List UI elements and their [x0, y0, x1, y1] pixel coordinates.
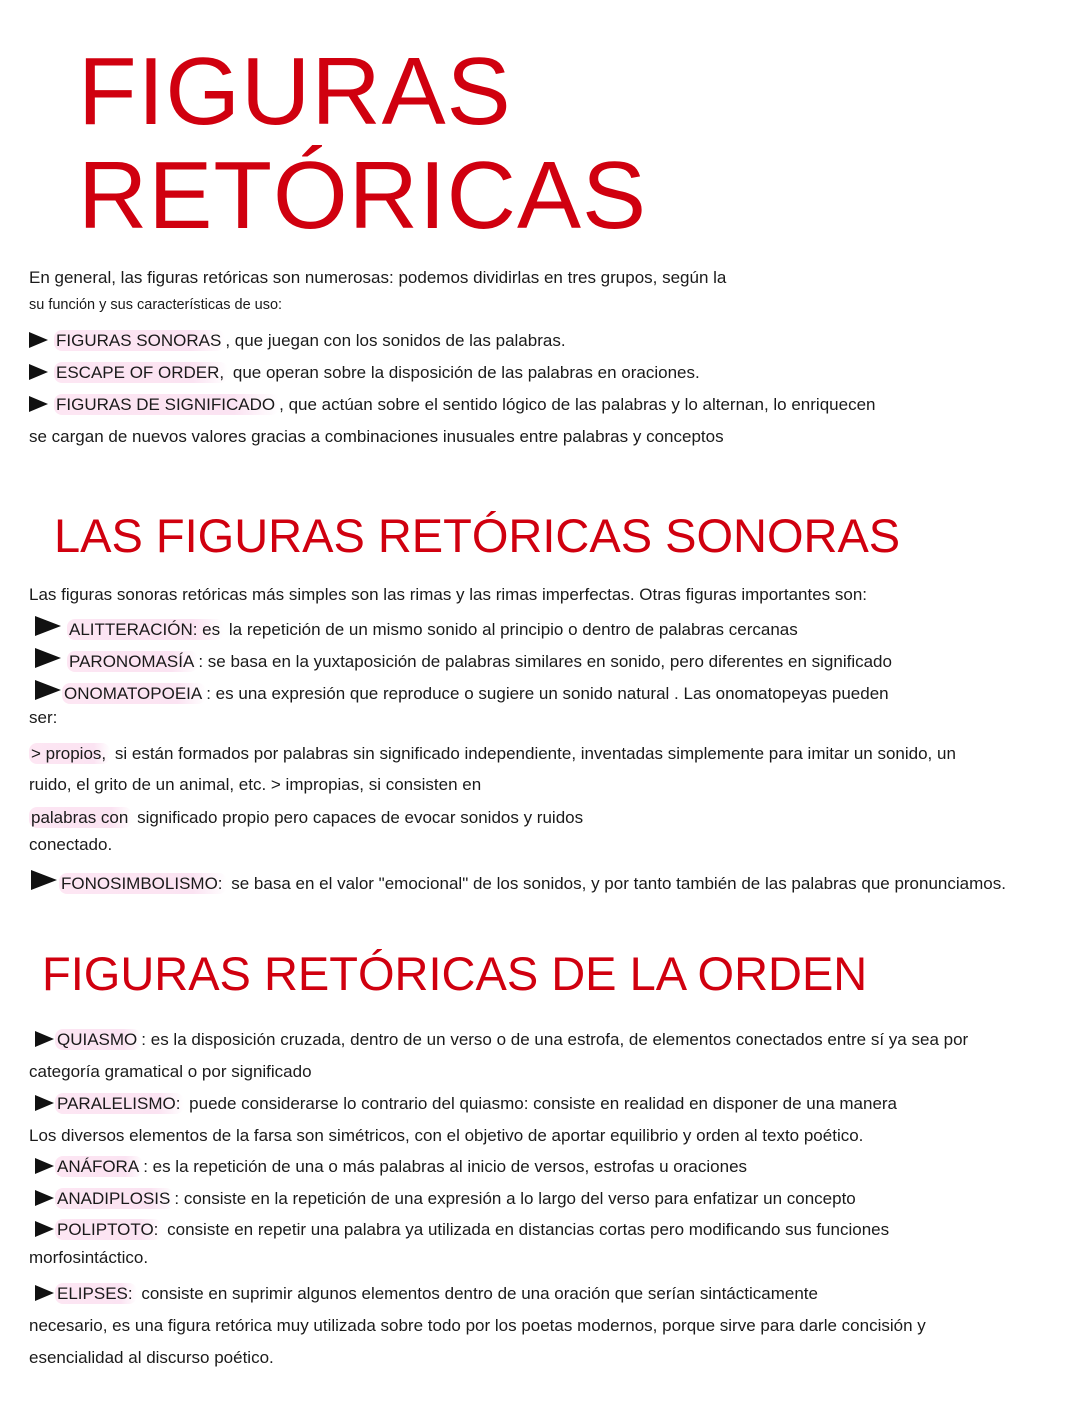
arrow-bullet-icon [35, 1285, 54, 1301]
arrow-bullet-icon [29, 396, 48, 412]
item-text: se basa en el valor "emocional" de los sonidos, y por tanto también de las palabras que pronunciamos. [226, 874, 1006, 893]
text-line: Los diversos elementos de la farsa son simétricos, con el objetivo de aportar equilibrio y orden al texto poético. [29, 1126, 864, 1145]
title-line-1: FIGURAS [78, 38, 512, 145]
highlighted-term: ELIPSES: [55, 1283, 137, 1304]
arrow-bullet-icon [29, 332, 48, 348]
text-line: morfosintáctico. [29, 1248, 149, 1267]
highlighted-term: ANADIPLOSIS [55, 1188, 174, 1209]
intro-item [29, 394, 875, 416]
highlighted-term: > propios, [29, 743, 110, 764]
sonoras-intro: Las figuras sonoras retóricas más simples son las rimas y las rimas imperfectas. Otras figuras importantes son: [29, 585, 868, 604]
text-line: esencialidad al discurso poético. [29, 1348, 274, 1367]
item-text: consiste en repetir una palabra ya utilizada en distancias cortas pero modificando sus funciones [162, 1220, 890, 1239]
orden-item [35, 1188, 856, 1210]
title-line-2: RETÓRICAS [78, 142, 648, 249]
item-text: : es la repetición de una o más palabras al inicio de versos, estrofas u oraciones [143, 1157, 748, 1176]
highlighted-term: ALITTERACIÓN: es [67, 619, 224, 640]
item-text: , que juegan con los sonidos de las palabras. [225, 331, 566, 350]
arrow-bullet-icon [31, 870, 57, 890]
sonoras-item [31, 870, 1006, 895]
item-text: que operan sobre la disposición de las palabras en oraciones. [228, 363, 700, 382]
sonoras-item [35, 616, 798, 641]
arrow-bullet-icon [35, 1031, 54, 1047]
text-line: ser: [29, 708, 58, 727]
orden-item [35, 1283, 818, 1305]
arrow-bullet-icon [35, 648, 61, 668]
intro-line: se cargan de nuevos valores gracias a combinaciones inusuales entre palabras y conceptos [29, 427, 724, 446]
highlighted-term: ESCAPE OF ORDER, [54, 362, 228, 383]
orden-item [35, 1093, 897, 1115]
arrow-bullet-icon [35, 616, 61, 636]
arrow-bullet-icon [35, 1190, 54, 1206]
highlighted-term: FIGURAS SONORAS [54, 330, 225, 351]
orden-item [35, 1219, 889, 1241]
text-line: necesario, es una figura retórica muy utilizada sobre todo por los poetas modernos, porque sirve para darle concisión y [29, 1316, 926, 1335]
arrow-bullet-icon [35, 1158, 54, 1174]
intro-line: su función y sus características de uso: [29, 297, 283, 313]
arrow-bullet-icon [29, 364, 48, 380]
section-heading-orden: FIGURAS RETÓRICAS DE LA ORDEN [42, 947, 868, 1000]
highlighted-term: ONOMATOPOEIA [62, 683, 206, 704]
intro-item [29, 330, 566, 352]
text-line: categoría gramatical o por significado [29, 1062, 312, 1081]
highlighted-term: POLIPTOTO: [55, 1219, 162, 1240]
text-line: conectado. [29, 835, 113, 854]
item-text: significado propio pero capaces de evocar sonidos y ruidos [132, 808, 584, 827]
highlighted-term: ANÁFORA [55, 1156, 143, 1177]
highlighted-term: PARONOMASÍA [67, 651, 198, 672]
text-line [29, 807, 583, 829]
sonoras-item [35, 680, 889, 705]
intro-line: En general, las figuras retóricas son numerosas: podemos dividirlas en tres grupos, según la [29, 268, 727, 287]
text-line: ruido, el grito de un animal, etc. > impropias, si consisten en [29, 775, 482, 794]
item-text: : consiste en la repetición de una expresión a lo largo del verso para enfatizar un concepto [174, 1189, 856, 1208]
highlighted-term: FIGURAS DE SIGNIFICADO [54, 394, 279, 415]
highlighted-term: QUIASMO [55, 1029, 141, 1050]
arrow-bullet-icon [35, 680, 61, 700]
arrow-bullet-icon [35, 1095, 54, 1111]
item-text: , que actúan sobre el sentido lógico de las palabras y lo alternan, lo enriquecen [279, 395, 876, 414]
orden-item [35, 1156, 747, 1178]
arrow-bullet-icon [35, 1221, 54, 1237]
item-text: consiste en suprimir algunos elementos dentro de una oración que serían sintácticamente [136, 1284, 818, 1303]
highlighted-term: FONOSIMBOLISMO: [59, 873, 227, 894]
item-text: la repetición de un mismo sonido al principio o dentro de palabras cercanas [224, 620, 798, 639]
item-text: puede considerarse lo contrario del quiasmo: consiste en realidad en disponer de una manera [184, 1094, 898, 1113]
text-line [29, 743, 956, 765]
section-heading-sonoras: LAS FIGURAS RETÓRICAS SONORAS [54, 509, 901, 562]
item-text: : es la disposición cruzada, dentro de un verso o de una estrofa, de elementos conectados entre sí ya sea por [141, 1030, 969, 1049]
item-text: : se basa en la yuxtaposición de palabras similares en sonido, pero diferentes en significado [198, 652, 892, 671]
highlighted-term: palabras con [29, 807, 132, 828]
orden-item [35, 1029, 968, 1051]
sonoras-item [35, 648, 892, 673]
intro-item [29, 362, 700, 384]
item-text: : es una expresión que reproduce o sugiere un sonido natural . Las onomatopeyas pueden [206, 684, 889, 703]
item-text: si están formados por palabras sin significado independiente, inventadas simplemente para imitar un sonido, un [110, 744, 956, 763]
highlighted-term: PARALELISMO: [55, 1093, 184, 1114]
